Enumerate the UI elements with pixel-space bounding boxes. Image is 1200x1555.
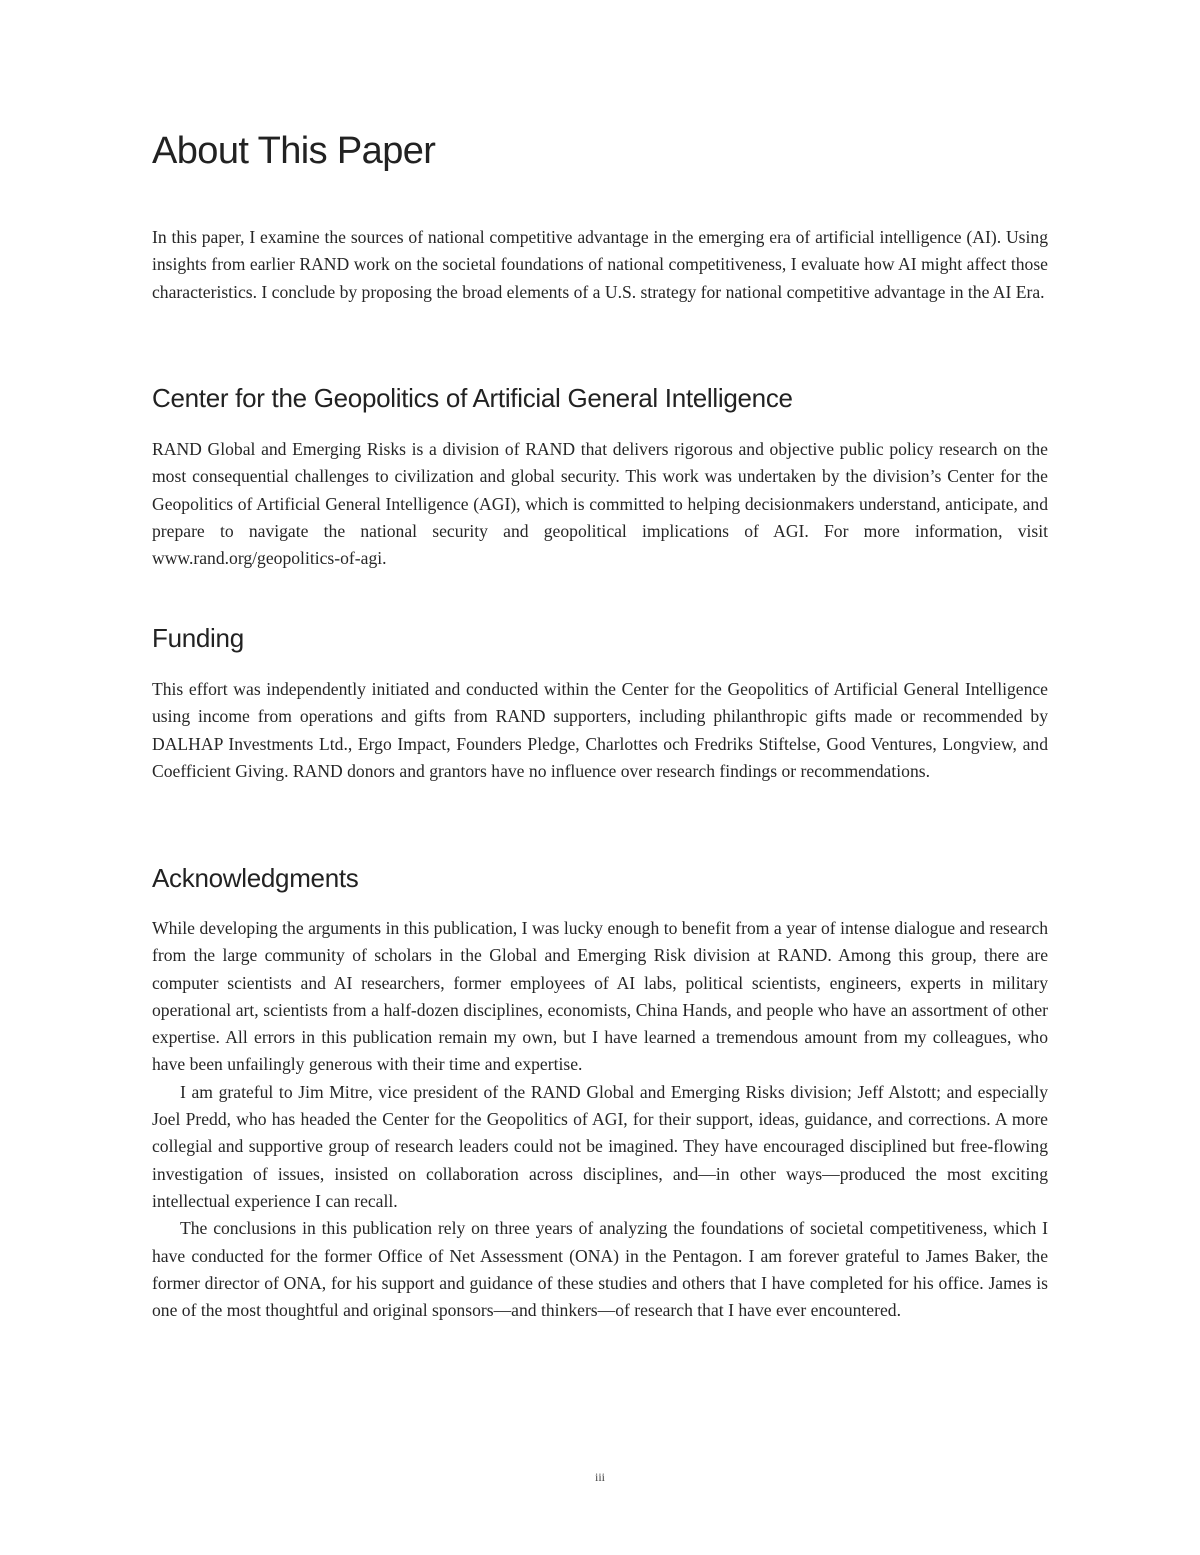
funding-paragraph: This effort was independently initiated and conducted within the Center for the Geopolitics of Artificial General Intelligence using income from operations and gifts from RAND supporters, including philanthropic gifts made or recommended by DALHAP Investments Ltd., Ergo Impact, Founders Pledge, Charlottes och Fredriks Stiftelse, Good Ventures, Longview, and Coefficient Giving. RAND donors and grantors have no influence over research findings or recommendations. xyxy=(152,679,1048,781)
center-section xyxy=(152,436,1048,572)
page-title: About This Paper xyxy=(152,130,436,172)
funding-section xyxy=(152,676,1048,785)
center-heading: Center for the Geopolitics of Artificial General Intelligence xyxy=(152,383,793,413)
acknowledgments-heading: Acknowledgments xyxy=(152,863,359,893)
acknowledgments-paragraph-2: I am grateful to Jim Mitre, vice president of the RAND Global and Emerging Risks division; Jeff Alstott; and especially Joel Predd, who has headed the Center for the Geopolitics of AGI, for their support, ideas, guidance, and corrections. A more collegial and supportive group of research leaders could not be imagined. They have encouraged disciplined but free-flowing investigation of issues, insisted on collaboration across disciplines, and—in other ways—produced the most exciting intellectual experience I can recall. xyxy=(152,1081,1048,1211)
funding-heading: Funding xyxy=(152,623,244,653)
acknowledgments-section xyxy=(152,915,1048,1324)
acknowledgments-paragraph-3: The conclusions in this publication rely on three years of analyzing the foundations of societal competitiveness, which I have conducted for the former Office of Net Assessment (ONA) in the Pentagon. I am forever grateful to James Baker, the former director of ONA, for his support and guidance of these studies and others that I have completed for his office. James is one of the most thoughtful and original sponsors—and thinkers—of research that I have ever encountered. xyxy=(152,1218,1048,1321)
intro-paragraph: In this paper, I examine the sources of national competitive advantage in the emerging era of artificial intelligence (AI). Using insights from earlier RAND work on the societal foundations of national competitiveness, I evaluate how AI might affect those characteristics. I conclude by proposing the broad elements of a U.S. strategy for national competitive advantage in the AI Era. xyxy=(152,227,1048,302)
center-paragraph: RAND Global and Emerging Risks is a division of RAND that delivers rigorous and objective public policy research on the most consequential challenges to civilization and global security. This work was undertaken by the division’s Center for the Geopolitics of Artificial General Intelligence (AGI), which is committed to helping decisionmakers understand, anticipate, and prepare to navigate the national security and geopolitical implications of AGI. For more information, visit www.rand.org/geopolitics-of-agi. xyxy=(152,439,1048,569)
page-number: iii xyxy=(594,1470,605,1484)
acknowledgments-paragraph-1: While developing the arguments in this publication, I was lucky enough to benefit from a year of intense dialogue and research from the large community of scholars in the Global and Emerging Risk division at RAND. Among this group, there are computer scientists and AI researchers, former employees of AI labs, political scientists, engineers, experts in military operational art, scientists from a half-dozen disciplines, economists, China Hands, and people who have an assortment of other expertise. All errors in this publication remain my own, but I have learned a tremendous amount from my colleagues, who have been unfailingly generous with their time and expertise. xyxy=(152,918,1048,1075)
intro-section xyxy=(152,224,1048,306)
